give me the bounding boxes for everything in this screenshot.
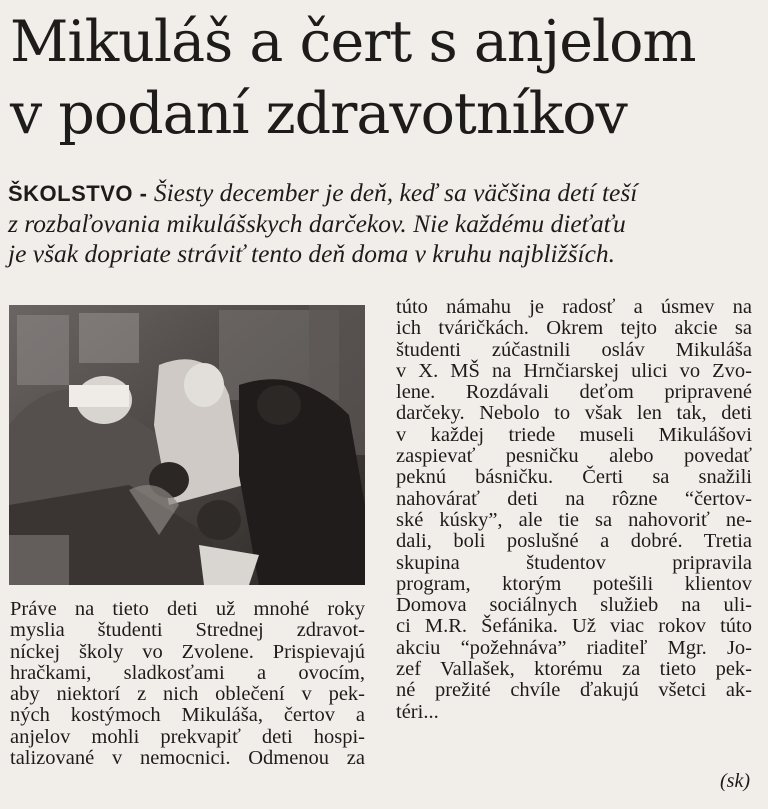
body-column-left — [10, 599, 365, 769]
lead-paragraph — [8, 178, 760, 269]
body-column-right — [396, 297, 752, 723]
body-line: peknú básničku. Čerti sa snažili — [396, 466, 752, 489]
lead-text-1: Šiesty december je deň, keď sa väčšina detí teší — [153, 178, 638, 207]
headline — [10, 6, 760, 150]
body-line: ci M.R. Šefánika. Už viac rokov túto — [396, 615, 752, 638]
headline-line-1: Mikuláš a čert s anjelom — [10, 9, 696, 75]
body-line: zef Vallašek, ktorému za tieto pek- — [396, 658, 752, 681]
photo-illustration — [9, 305, 365, 585]
body-line: ich tváričkách. Okrem tejto akcie sa — [396, 317, 752, 340]
body-line: ské kúsky”, ale tie sa nahovoriť ne- — [396, 508, 752, 531]
body-line: Práve na tieto deti už mnohé roky — [10, 598, 365, 620]
body-line: darčeky. Nebolo to však len tak, deti — [396, 402, 752, 425]
body-line: skupina študentov pripravila — [396, 551, 752, 574]
headline-line-2: v podaní zdravotníkov — [10, 81, 627, 147]
body-line: program, ktorým potešili klientov — [396, 572, 752, 595]
body-line: téri... — [396, 700, 439, 723]
body-line: né prežité chvíle ďakujú všetci ak- — [396, 679, 752, 702]
body-line: akciu “požehnáva” riaditeľ Mgr. Jo- — [396, 636, 752, 659]
author-signature: (sk) — [720, 770, 750, 792]
body-line: Domova sociálnych služieb na uli- — [396, 594, 752, 617]
body-line: nahovárať deti na rôzne “čertov- — [396, 487, 752, 510]
lead-line-2: z rozbaľovania mikulášskych darčekov. Nie každému dieťaťu — [8, 209, 626, 238]
section-kicker: ŠKOLSTVO - — [8, 181, 148, 206]
body-line: aby niektorí z nich oblečení v pek- — [10, 683, 365, 706]
body-line: v X. MŠ na Hrnčiarskej ulici vo Zvo- — [396, 359, 752, 382]
body-line: myslia študenti Strednej zdravot- — [10, 619, 365, 642]
body-line: túto námahu je radosť a úsmev na — [396, 296, 752, 318]
body-line: hračkami, sladkosťami a ovocím, — [10, 661, 365, 684]
body-line: študenti zúčastnili osláv Mikuláša — [396, 338, 752, 361]
body-line: lene. Rozdávali deťom pripravené — [396, 381, 752, 404]
body-line: zaspievať pesničku alebo povedať — [396, 445, 752, 468]
body-line: níckej školy vo Zvolene. Prispievajú — [10, 640, 365, 663]
body-line: anjelov mohli prekvapiť deti hospi- — [10, 725, 365, 748]
body-line: ných kostýmoch Mikuláša, čertov a — [10, 704, 365, 727]
body-line: dali, boli poslušné a dobré. Tretia — [396, 530, 752, 553]
article-photo — [9, 305, 365, 585]
body-line: talizované v nemocnici. Odmenou za — [10, 747, 365, 770]
lead-line-1 — [8, 178, 760, 209]
lead-line-3: je však dopriate stráviť tento deň doma v kruhu najbližších. — [8, 239, 616, 268]
body-line: v každej triede museli Mikulášovi — [396, 423, 752, 446]
